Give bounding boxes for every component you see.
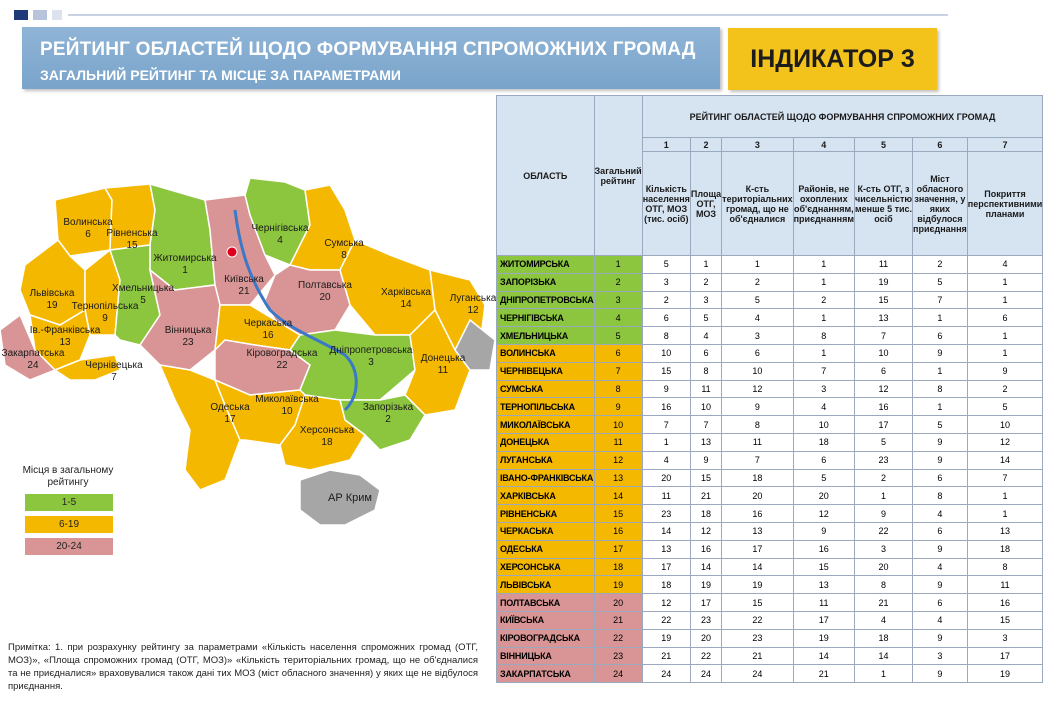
label-luhanska: Луганська 12 (449, 293, 497, 316)
row-param-value: 8 (793, 327, 854, 345)
row-param-value: 1 (722, 256, 793, 274)
row-region-name: МИКОЛАЇВСЬКА (497, 416, 595, 434)
row-param-value: 1 (854, 665, 912, 683)
row-param-value: 7 (642, 416, 690, 434)
row-param-value: 3 (967, 629, 1043, 647)
row-param-value: 2 (690, 273, 721, 291)
label-poltavska: Полтавська 20 (298, 280, 352, 303)
row-param-value: 2 (967, 380, 1043, 398)
row-total-rank: 10 (594, 416, 642, 434)
row-param-value: 10 (793, 416, 854, 434)
row-region-name: ЧЕРНІГІВСЬКА (497, 309, 595, 327)
row-param-value: 19 (690, 576, 721, 594)
row-param-value: 23 (690, 611, 721, 629)
label-kharkivska: Харківська 14 (381, 287, 431, 310)
col-region: ОБЛАСТЬ (497, 96, 595, 256)
table-row (497, 273, 1043, 291)
row-param-value: 9 (913, 540, 968, 558)
row-param-value: 19 (793, 629, 854, 647)
label-zaporizka: Запорізька 2 (362, 402, 414, 425)
table-row (497, 487, 1043, 505)
row-param-value: 2 (722, 273, 793, 291)
row-param-value: 15 (967, 611, 1043, 629)
row-param-value: 13 (690, 433, 721, 451)
row-total-rank: 4 (594, 309, 642, 327)
row-total-rank: 18 (594, 558, 642, 576)
row-param-value: 17 (642, 558, 690, 576)
rating-table (496, 95, 1043, 683)
label-odeska: Одеська 17 (210, 402, 250, 425)
row-param-value: 12 (967, 433, 1043, 451)
row-param-value: 4 (913, 558, 968, 576)
row-param-value: 3 (690, 291, 721, 309)
indicator-badge: ІНДИКАТОР 3 (728, 28, 937, 90)
row-total-rank: 7 (594, 362, 642, 380)
row-param-value: 5 (913, 416, 968, 434)
table-row (497, 558, 1043, 576)
label-crimea: АР Крим (328, 492, 372, 504)
row-param-value: 9 (913, 576, 968, 594)
row-param-value: 14 (690, 558, 721, 576)
row-param-value: 2 (854, 469, 912, 487)
label-rivnenska: Рівненська 15 (106, 228, 158, 251)
row-region-name: ЧЕРНІВЕЦЬКА (497, 362, 595, 380)
row-param-value: 21 (722, 647, 793, 665)
decor-square-3 (52, 10, 62, 20)
row-param-value: 4 (642, 451, 690, 469)
row-param-value: 14 (854, 647, 912, 665)
row-param-value: 8 (722, 416, 793, 434)
row-param-value: 9 (913, 433, 968, 451)
row-region-name: ЧЕРКАСЬКА (497, 522, 595, 540)
row-region-name: ДОНЕЦЬКА (497, 433, 595, 451)
row-region-name: ЛЬВІВСЬКА (497, 576, 595, 594)
row-region-name: РІВНЕНСЬКА (497, 505, 595, 523)
row-param-value: 19 (642, 629, 690, 647)
row-param-value: 12 (854, 380, 912, 398)
row-param-value: 5 (854, 433, 912, 451)
row-param-value: 4 (793, 398, 854, 416)
row-param-value: 11 (690, 380, 721, 398)
row-param-value: 10 (967, 416, 1043, 434)
row-param-value: 11 (642, 487, 690, 505)
row-param-value: 1 (967, 344, 1043, 362)
row-param-value: 1 (854, 487, 912, 505)
row-region-name: ІВАНО-ФРАНКІВСЬКА (497, 469, 595, 487)
row-total-rank: 22 (594, 629, 642, 647)
row-param-value: 1 (967, 291, 1043, 309)
row-param-value: 16 (642, 398, 690, 416)
param-number: 1 (642, 138, 690, 152)
row-param-value: 5 (642, 256, 690, 274)
row-param-value: 1 (913, 398, 968, 416)
row-param-value: 10 (854, 344, 912, 362)
row-param-value: 6 (913, 469, 968, 487)
map-legend (18, 465, 118, 555)
table-row (497, 380, 1043, 398)
row-param-value: 12 (642, 594, 690, 612)
row-region-name: ЗАПОРІЗЬКА (497, 273, 595, 291)
label-chernivetska: Чернівецька 7 (85, 360, 143, 383)
row-param-value: 3 (793, 380, 854, 398)
table-row (497, 256, 1043, 274)
row-param-value: 18 (642, 576, 690, 594)
param-label: К-сть територіальних громад, що не об'єдналися (722, 152, 793, 256)
col-group-title: РЕЙТИНГ ОБЛАСТЕЙ ЩОДО ФОРМУВАННЯ СПРОМОЖНИХ ГРОМАД (642, 96, 1043, 138)
table-row (497, 291, 1043, 309)
row-param-value: 1 (793, 273, 854, 291)
table-row (497, 309, 1043, 327)
table-row (497, 416, 1043, 434)
row-region-name: КИЇВСЬКА (497, 611, 595, 629)
row-region-name: ДНІПРОПЕТРОВСЬКА (497, 291, 595, 309)
row-param-value: 1 (793, 309, 854, 327)
label-khersonska: Херсонська 18 (299, 425, 355, 448)
row-param-value: 21 (793, 665, 854, 683)
label-vinnytska: Вінницька 23 (164, 325, 212, 348)
row-param-value: 6 (967, 309, 1043, 327)
table-row (497, 647, 1043, 665)
row-param-value: 18 (690, 505, 721, 523)
row-param-value: 5 (913, 273, 968, 291)
row-param-value: 17 (967, 647, 1043, 665)
row-param-value: 6 (913, 594, 968, 612)
label-lvivska: Львівська 19 (29, 288, 75, 311)
row-param-value: 6 (913, 522, 968, 540)
row-param-value: 1 (967, 327, 1043, 345)
row-param-value: 2 (793, 291, 854, 309)
row-param-value: 24 (722, 665, 793, 683)
row-total-rank: 13 (594, 469, 642, 487)
row-total-rank: 6 (594, 344, 642, 362)
row-region-name: ЖИТОМИРСЬКА (497, 256, 595, 274)
row-param-value: 18 (793, 433, 854, 451)
row-total-rank: 17 (594, 540, 642, 558)
label-sumska: Сумська 8 (324, 238, 364, 261)
row-param-value: 12 (793, 505, 854, 523)
row-param-value: 9 (913, 344, 968, 362)
label-ternopilska: Тернопільська 9 (71, 301, 139, 324)
row-param-value: 11 (722, 433, 793, 451)
row-param-value: 10 (642, 344, 690, 362)
row-param-value: 17 (722, 540, 793, 558)
row-region-name: ВІННИЦЬКА (497, 647, 595, 665)
param-label: Покриття перспективними планами (967, 152, 1043, 256)
row-param-value: 4 (722, 309, 793, 327)
table-row (497, 362, 1043, 380)
row-param-value: 6 (913, 327, 968, 345)
row-param-value: 11 (793, 594, 854, 612)
param-label: Районів, не охоплених об'єднанням, приєднанням (793, 152, 854, 256)
row-total-rank: 14 (594, 487, 642, 505)
page-title: РЕЙТИНГ ОБЛАСТЕЙ ЩОДО ФОРМУВАННЯ СПРОМОЖНИХ ГРОМАД (40, 39, 696, 60)
row-total-rank: 3 (594, 291, 642, 309)
table-body (497, 256, 1043, 683)
legend-item-pink: 20-24 (25, 538, 113, 555)
param-number: 2 (690, 138, 721, 152)
kyiv-marker (227, 247, 237, 257)
title-banner (22, 27, 720, 89)
row-param-value: 14 (642, 522, 690, 540)
row-param-value: 1 (913, 362, 968, 380)
row-param-value: 23 (642, 505, 690, 523)
row-param-value: 9 (793, 522, 854, 540)
row-param-value: 6 (793, 451, 854, 469)
row-param-value: 19 (722, 576, 793, 594)
row-param-value: 7 (913, 291, 968, 309)
row-param-value: 5 (722, 291, 793, 309)
row-param-value: 2 (642, 291, 690, 309)
table-row (497, 629, 1043, 647)
row-param-value: 1 (793, 344, 854, 362)
row-param-value: 4 (690, 327, 721, 345)
row-param-value: 14 (722, 558, 793, 576)
table-row (497, 665, 1043, 683)
row-param-value: 13 (967, 522, 1043, 540)
param-number: 5 (854, 138, 912, 152)
row-region-name: ХМЕЛЬНИЦЬКА (497, 327, 595, 345)
row-total-rank: 1 (594, 256, 642, 274)
row-param-value: 13 (722, 522, 793, 540)
row-total-rank: 16 (594, 522, 642, 540)
row-region-name: КІРОВОГРАДСЬКА (497, 629, 595, 647)
row-param-value: 23 (722, 629, 793, 647)
label-kyivska: Київська 21 (224, 274, 264, 297)
row-param-value: 16 (793, 540, 854, 558)
row-param-value: 15 (690, 469, 721, 487)
param-number: 4 (793, 138, 854, 152)
row-param-value: 22 (722, 611, 793, 629)
row-param-value: 8 (690, 362, 721, 380)
decor-square-1 (14, 10, 28, 20)
row-param-value: 15 (722, 594, 793, 612)
row-param-value: 1 (967, 487, 1043, 505)
row-param-value: 9 (690, 451, 721, 469)
row-param-value: 21 (642, 647, 690, 665)
row-param-value: 10 (722, 362, 793, 380)
row-param-value: 24 (642, 665, 690, 683)
row-region-name: ХАРКІВСЬКА (497, 487, 595, 505)
row-param-value: 15 (642, 362, 690, 380)
row-param-value: 11 (854, 256, 912, 274)
row-param-value: 2 (913, 256, 968, 274)
row-param-value: 7 (722, 451, 793, 469)
row-param-value: 19 (854, 273, 912, 291)
row-region-name: ЗАКАРПАТСЬКА (497, 665, 595, 683)
row-param-value: 15 (793, 558, 854, 576)
row-param-value: 1 (642, 433, 690, 451)
row-param-value: 3 (722, 327, 793, 345)
row-param-value: 9 (967, 362, 1043, 380)
row-param-value: 6 (722, 344, 793, 362)
col-total: Загальний рейтинг (594, 96, 642, 256)
row-param-value: 24 (690, 665, 721, 683)
row-param-value: 5 (967, 398, 1043, 416)
legend-item-green: 1-5 (25, 494, 113, 511)
row-param-value: 5 (690, 309, 721, 327)
page-subtitle: ЗАГАЛЬНИЙ РЕЙТИНГ ТА МІСЦЕ ЗА ПАРАМЕТРАМИ (40, 67, 401, 83)
label-zakarpatska: Закарпатська 24 (1, 348, 65, 371)
row-param-value: 8 (854, 576, 912, 594)
row-param-value: 18 (854, 629, 912, 647)
param-label: К-сть ОТГ, з чисельністю менше 5 тис. осіб (854, 152, 912, 256)
table-row (497, 451, 1043, 469)
param-number: 7 (967, 138, 1043, 152)
table-row (497, 594, 1043, 612)
table-row (497, 344, 1043, 362)
row-param-value: 16 (854, 398, 912, 416)
row-param-value: 9 (913, 451, 968, 469)
row-param-value: 6 (854, 362, 912, 380)
row-param-value: 1 (913, 309, 968, 327)
row-region-name: ХЕРСОНСЬКА (497, 558, 595, 576)
table-row (497, 469, 1043, 487)
row-region-name: ПОЛТАВСЬКА (497, 594, 595, 612)
label-khmelnytska: Хмельницька 5 (111, 283, 175, 306)
table-row (497, 611, 1043, 629)
row-param-value: 8 (642, 327, 690, 345)
table-row (497, 327, 1043, 345)
row-param-value: 20 (722, 487, 793, 505)
row-param-value: 3 (854, 540, 912, 558)
row-param-value: 13 (793, 576, 854, 594)
param-label: Міст обласного значення, у яких відбулося приєднання (913, 152, 968, 256)
legend-title: Місця в загальному рейтингу (22, 465, 114, 488)
table-row (497, 540, 1043, 558)
row-param-value: 18 (967, 540, 1043, 558)
row-param-value: 14 (793, 647, 854, 665)
row-region-name: ОДЕСЬКА (497, 540, 595, 558)
row-param-value: 4 (913, 505, 968, 523)
row-param-value: 14 (967, 451, 1043, 469)
row-param-value: 22 (642, 611, 690, 629)
row-total-rank: 2 (594, 273, 642, 291)
row-region-name: ЛУГАНСЬКА (497, 451, 595, 469)
row-param-value: 11 (967, 576, 1043, 594)
row-param-value: 7 (690, 416, 721, 434)
row-param-value: 1 (967, 273, 1043, 291)
row-total-rank: 12 (594, 451, 642, 469)
row-total-rank: 8 (594, 380, 642, 398)
row-param-value: 8 (913, 487, 968, 505)
row-param-value: 6 (690, 344, 721, 362)
row-param-value: 9 (642, 380, 690, 398)
row-param-value: 21 (854, 594, 912, 612)
row-param-value: 9 (722, 398, 793, 416)
label-chernihivska: Чернігівська 4 (251, 223, 309, 246)
row-param-value: 3 (642, 273, 690, 291)
row-total-rank: 20 (594, 594, 642, 612)
row-param-value: 4 (967, 256, 1043, 274)
row-param-value: 20 (642, 469, 690, 487)
row-param-value: 1 (793, 256, 854, 274)
row-total-rank: 24 (594, 665, 642, 683)
row-param-value: 18 (722, 469, 793, 487)
row-total-rank: 23 (594, 647, 642, 665)
row-param-value: 13 (642, 540, 690, 558)
row-param-value: 6 (642, 309, 690, 327)
row-total-rank: 11 (594, 433, 642, 451)
row-param-value: 7 (793, 362, 854, 380)
row-total-rank: 9 (594, 398, 642, 416)
row-param-value: 8 (967, 558, 1043, 576)
row-param-value: 7 (854, 327, 912, 345)
label-dnipropetrovska: Дніпропетровська 3 (329, 345, 413, 368)
row-param-value: 4 (913, 611, 968, 629)
row-param-value: 5 (793, 469, 854, 487)
table-row (497, 505, 1043, 523)
row-param-value: 4 (854, 611, 912, 629)
row-param-value: 3 (913, 647, 968, 665)
row-param-value: 23 (854, 451, 912, 469)
param-label: Площа ОТГ, МОЗ (690, 152, 721, 256)
row-param-value: 12 (690, 522, 721, 540)
label-ivano-frankivska: Ів.-Франківська 13 (29, 325, 101, 348)
row-param-value: 12 (722, 380, 793, 398)
row-param-value: 21 (690, 487, 721, 505)
row-param-value: 7 (967, 469, 1043, 487)
row-param-value: 16 (967, 594, 1043, 612)
label-mykolaivska: Миколаївська 10 (255, 394, 319, 417)
row-param-value: 17 (690, 594, 721, 612)
table-row (497, 398, 1043, 416)
legend-item-yellow: 6-19 (25, 516, 113, 533)
row-param-value: 17 (854, 416, 912, 434)
label-kirovohradska: Кіровоградська 22 (246, 348, 318, 371)
decor-line (68, 14, 948, 16)
row-total-rank: 19 (594, 576, 642, 594)
label-cherkaska: Черкаська 16 (243, 318, 293, 341)
row-param-value: 13 (854, 309, 912, 327)
label-volynska: Волинська 6 (63, 217, 113, 240)
row-total-rank: 15 (594, 505, 642, 523)
row-param-value: 9 (854, 505, 912, 523)
row-param-value: 15 (854, 291, 912, 309)
label-donetska: Донецька 11 (420, 353, 466, 376)
row-param-value: 16 (722, 505, 793, 523)
row-param-value: 19 (967, 665, 1043, 683)
param-number: 3 (722, 138, 793, 152)
row-param-value: 22 (690, 647, 721, 665)
row-param-value: 20 (793, 487, 854, 505)
row-region-name: СУМСЬКА (497, 380, 595, 398)
decor-square-2 (33, 10, 47, 20)
row-param-value: 22 (854, 522, 912, 540)
row-param-value: 1 (967, 505, 1043, 523)
row-region-name: ТЕРНОПІЛЬСЬКА (497, 398, 595, 416)
row-param-value: 8 (913, 380, 968, 398)
row-total-rank: 5 (594, 327, 642, 345)
row-param-value: 20 (854, 558, 912, 576)
param-label: Кількість населення ОТГ, МОЗ (тис. осіб) (642, 152, 690, 256)
row-param-value: 9 (913, 665, 968, 683)
row-param-value: 10 (690, 398, 721, 416)
footnote: Примітка: 1. при розрахунку рейтингу за параметрами «Кількість населення спроможних громад (ОТГ, МОЗ)», «Площа спроможних громад (ОТГ, МОЗ)» «Кількість територіальних громад, що не об'єдналися та не приєдналися» враховувалися також дані тих МОЗ (міст обласного значення) у яких ще не відбулося приєднання. (8, 642, 478, 692)
table-row (497, 433, 1043, 451)
row-param-value: 17 (793, 611, 854, 629)
row-param-value: 1 (690, 256, 721, 274)
row-param-value: 9 (913, 629, 968, 647)
label-zhytomyrska: Житомирська 1 (153, 253, 217, 276)
table-row (497, 576, 1043, 594)
row-param-value: 20 (690, 629, 721, 647)
table-row (497, 522, 1043, 540)
row-total-rank: 21 (594, 611, 642, 629)
row-param-value: 16 (690, 540, 721, 558)
row-region-name: ВОЛИНСЬКА (497, 344, 595, 362)
param-number: 6 (913, 138, 968, 152)
